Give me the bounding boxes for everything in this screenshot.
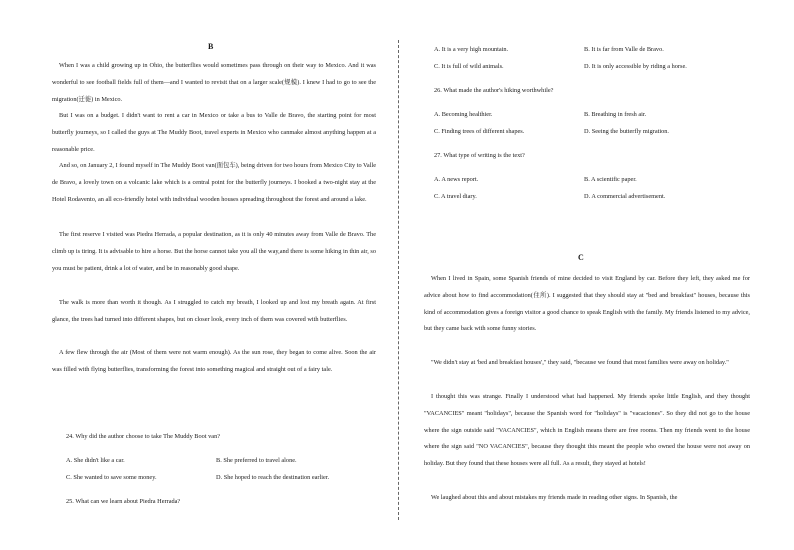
passage-b-paragraph-6: A few flew through the air (Most of them were not warm enough). As the sun rose, they began to come alive. Soon the air was filled with flying butterflies, transforming the forest into something magical and straight out of a fairy tale. bbox=[52, 349, 376, 373]
passage-b-paragraph-5: The walk is more than worth it though. As I struggled to catch my breath, I looked up and lost my breath again. At first glance, the trees had turned into different shapes, but on closer look, every inch of them was covered with butterflies. bbox=[52, 299, 376, 323]
q27-option-a: A. A news report. bbox=[434, 176, 479, 183]
passage-b-paragraph-1: When I was a child growing up in Ohio, the butterflies would sometimes pass through on their way to Mexico. And it was wonderful to see football fields full of them—and I wanted to revisit that on a larger scale(规模). I knew I had to go to see the migration(迁徙) in Mexico. bbox=[52, 62, 376, 103]
q27-option-b: B. A scientific paper. bbox=[584, 176, 637, 183]
column-divider bbox=[398, 40, 399, 520]
passage-c-paragraph-4: We laughed about this and about mistakes my friends made in reading other signs. In Spanish, the bbox=[431, 494, 678, 501]
section-letter-c: C bbox=[578, 253, 584, 262]
question-24: 24. Why did the author choose to take The Muddy Boot van? bbox=[66, 433, 221, 440]
passage-b-paragraph-3: And so, on January 2, I found myself in The Muddy Boot van(面包车), being driven for two hours from Mexico City to Valle de Bravo, a lovely town on a volcanic lake which is a central point for the butterfly journeys. I booked a two-night stay at the Hotel Rodavento, an all eco-friendly hotel with individual wooden houses spreading throughout the forest and around a lake. bbox=[52, 162, 376, 203]
q26-option-c: C. Finding trees of different shapes. bbox=[434, 128, 525, 135]
q25-option-c: C. It is full of wild animals. bbox=[434, 63, 504, 70]
q27-option-d: D. A commercial advertisement. bbox=[584, 193, 666, 200]
q25-option-d: D. It is only accessible by riding a horse. bbox=[584, 63, 687, 70]
q24-option-d: D. She hoped to reach the destination earlier. bbox=[216, 474, 330, 481]
section-letter-b: B bbox=[208, 42, 214, 51]
question-27: 27. What type of writing is the text? bbox=[434, 152, 525, 159]
q27-option-c: C. A travel diary. bbox=[434, 193, 477, 200]
question-25: 25. What can we learn about Piedra Herrada? bbox=[66, 498, 181, 505]
q26-option-d: D. Seeing the butterfly migration. bbox=[584, 128, 669, 135]
q25-option-b: B. It is far from Valle de Bravo. bbox=[584, 46, 664, 53]
q24-option-a: A. She didn't like a car. bbox=[66, 457, 125, 464]
q25-option-a: A. It is a very high mountain. bbox=[434, 46, 509, 53]
q26-option-b: B. Breathing in fresh air. bbox=[584, 111, 647, 118]
question-26: 26. What made the author's hiking worthwhile? bbox=[434, 87, 554, 94]
q26-option-a: A. Becoming healthier. bbox=[434, 111, 493, 118]
passage-c-paragraph-1: When I lived in Spain, some Spanish friends of mine decided to visit England by car. Before they left, they asked me for advice about how to find accommodation(住所). I suggested that they should stay at "bed and breakfast" houses, because this kind of accommodation gives a foreign visitor a good chance to speak English with the family. My friends listened to my advice, but they came back with some funny stories. bbox=[424, 275, 750, 333]
passage-b-paragraph-4: The first reserve I visited was Piedra Herrada, a popular destination, as it is only 40 minutes away from Valle de Bravo. The climb up is tiring. It is advisable to hire a horse. But the horse cannot take you all the way,and there is some hiking in thin air, so you must be patient, drink a lot of water, and be in reasonably good shape. bbox=[52, 231, 376, 272]
q24-option-b: B. She preferred to travel alone. bbox=[216, 457, 297, 464]
q24-option-c: C. She wanted to save some money. bbox=[66, 474, 157, 481]
passage-c-paragraph-2: "We didn't stay at 'bed and breakfast houses'," they said, "because we found that most families were away on holiday." bbox=[431, 359, 729, 366]
passage-c-paragraph-3: I thought this was strange. Finally I understood what had happened. My friends spoke little English, and they thought "VACANCIES" meant "holidays", because the Spanish word for "holidays" is "vacaciones". So they did not go to the house where the sign outside said "VACANCIES", which in English means there are free rooms. Then my friends went to the house where the sign said "NO VACANCIES", because they thought this meant the people who owned the house were not away on holiday. But they found that these houses were all full. As a result, they stayed at hotels! bbox=[424, 393, 750, 468]
passage-b-paragraph-2: But I was on a budget. I didn't want to rent a car in Mexico or take a bus to Valle de Bravo, the starting point for most butterfly journeys, so I called the guys at The Muddy Boot, travel experts in Mexico who canmake almost anything happen at a reasonable price. bbox=[52, 112, 376, 153]
